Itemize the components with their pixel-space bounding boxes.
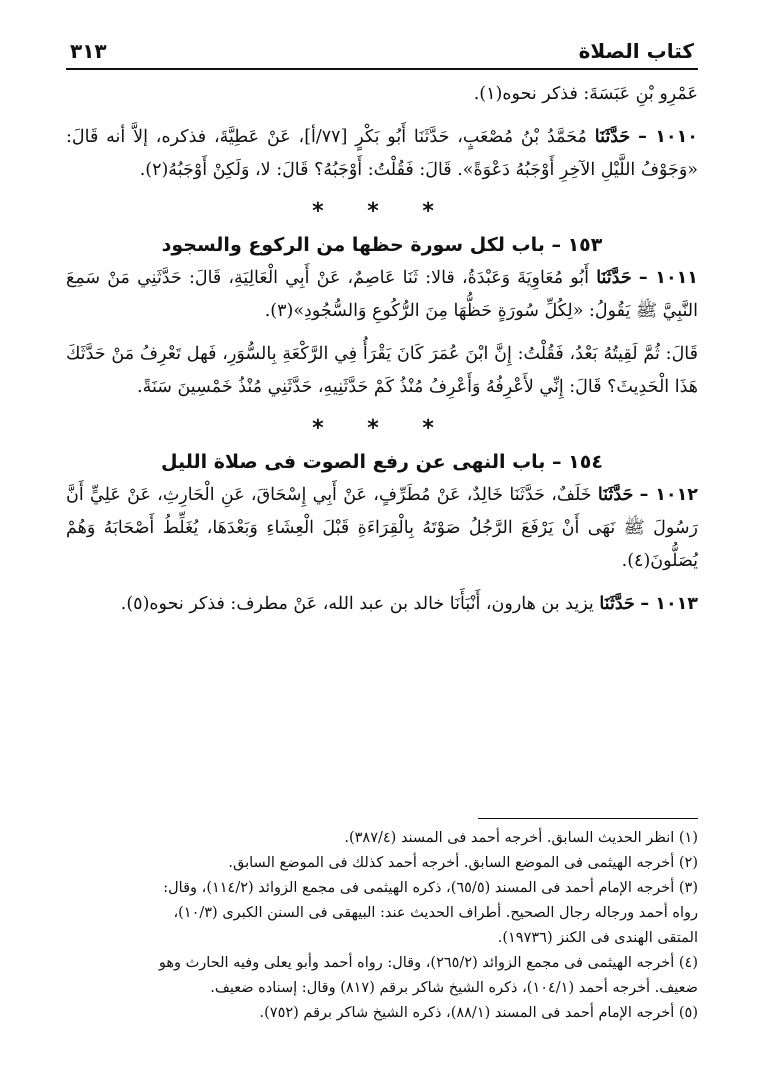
footnote-1: (١) انظر الحديث السابق. أخرجه أحمد فى المسند (٣٨٧/٤). [344,830,698,846]
section-separator: * * * [312,416,452,441]
section-separator: * * * [312,199,452,224]
hadith-text: مُحَمَّدُ بْنُ مُصْعَبٍ، حَدَّثَنَا أَبُو بَكْرٍ [٧٧/أ]، عَنْ عَطِيَّةَ، فذكره، إلاَّ أنه قَالَ: «وَجَوْفُ اللَّيْلِ الآخِرِ أَوْجَبُهُ دَعْوَةً». قَالَ: فَقُلْتُ: أَوْجَبُهُ؟ قَالَ: لا، وَلَكِنْ أَوْجَبُهُ(٢). [66,127,698,180]
footnote-3: (٣) أخرجه الإمام أحمد فى المسند (٦٥/٥)، ذكره الهيثمى فى مجمع الزوائد (١١٤/٢)، وقال: [163,880,698,896]
hadith-text: خَلَفٌ، حَدَّثَنَا خَالِدٌ، عَنْ مُطَرِّفٍ، عَنْ أَبِي إِسْحَاقَ، عَنِ الْحَارِثِ، عَنْ عَلِيٍّ أَنَّ رَسُولَ ﷺ نَهَى أَنْ يَرْفَعَ الرَّجُلُ صَوْتَهُ بِالْقِرَاءَةِ قَبْلَ الْعِشَاءِ وَبَعْدَهَا، يُغَلِّطُ أَصْحَابَهُ وَهُمْ يُصَلُّونَ(٤). [66,485,698,571]
footnote-2: (٢) أخرجه الهيثمى فى الموضع السابق. أخرجه أحمد كذلك فى الموضع السابق. [228,855,698,871]
main-text [66,78,698,631]
footnote-3-line-2: رواه أحمد ورجاله رجال الصحيح. أطراف الحديث عند: البيهقى فى السنن الكبرى (١٠/٣)، [173,905,698,921]
hadith-number: ١٠١٢ – [639,485,698,505]
footnotes [66,826,698,1026]
hadith-number: ١٠١١ – [638,268,698,288]
footnote-3-line-3: المتقى الهندى فى الكنز (١٩٧٣٦). [497,930,698,946]
book-title: كتاب الصلاة [578,39,694,63]
header-rule [66,68,698,70]
chapter-heading-154: ١٥٤ – باب النهى عن رفع الصوت فى صلاة الليل [161,451,603,473]
hadith-1010 [66,121,698,187]
hadith-text: أَبُو مُعَاوِيَةَ وَعَبْدَةُ، قالا: ثَنَا عَاصِمٌ، عَنْ أَبِي الْعَالِيَةِ، قَالَ: حَدَّثَنِي مَنْ سَمِعَ النَّبِيَّ ﷺ يَقُولُ: «لِكُلِّ سُورَةٍ حَظُّهَا مِنَ الرُّكُوعِ وَالسُّجُودِ»(٣). [66,268,698,321]
chapter-heading-153: ١٥٣ – باب لكل سورة حظها من الركوع والسجود [161,234,603,256]
hadith-opening-word: حَدَّثَنَا [599,594,635,614]
hadith-1011-continuation: قَالَ: ثُمَّ لَقِيتُهُ بَعْدُ، فَقُلْتُ: إِنَّ ابْنَ عُمَرَ كَانَ يَقْرَأُ فِي الرَّكْعَةِ بِالسُّوَرِ، فَهل تَعْرِفُ مَنْ حَدَّثَكَ هَذَا الْحَدِيثَ؟ قَالَ: إِنِّي لأَعْرِفُهُ وَأَعْرِفُ مُنْذُ كَمْ حَدَّثَنِيهِ، حَدَّثَنِي مُنْذُ خَمْسِينَ سَنَةً. [66,344,698,397]
hadith-opening-word: حَدَّثَنَا [594,127,631,147]
hadith-number: ١٠١٣ – [640,594,698,614]
footnote-4-line-2: ضعيف. أخرجه أحمد (١٠٤/١)، ذكره الشيخ شاكر برقم (٨١٧) وقال: إسناده ضعيف. [210,980,698,996]
paragraph-opening: عَمْرِو بْنِ عَبَسَةَ: فذكر نحوه(١). [473,84,698,104]
hadith-text: يزيد بن هارون، أَنْبَأَنَا خالد بن عبد الله، عَنْ مطرف: فذكر نحوه(٥). [120,594,594,614]
footnote-rule [478,818,698,819]
hadith-opening-word: حَدَّثَنَا [597,485,634,505]
page-number: ٣١٣ [70,39,107,63]
hadith-opening-word: حَدَّثَنَا [596,268,632,288]
footnote-5: (٥) أخرجه الإمام أحمد فى المسند (٨٨/١)، ذكره الشيخ شاكر برقم (٧٥٢). [259,1005,698,1021]
hadith-1012 [66,479,698,578]
footnote-4: (٤) أخرجه الهيثمى فى مجمع الزوائد (٢٦٥/٢)، وقال: رواه أحمد وأبو يعلى وفيه الحارث وهو [158,955,698,971]
hadith-number: ١٠١٠ – [638,127,698,147]
hadith-1011 [66,262,698,328]
page-header [70,36,694,66]
hadith-1013 [66,588,698,621]
